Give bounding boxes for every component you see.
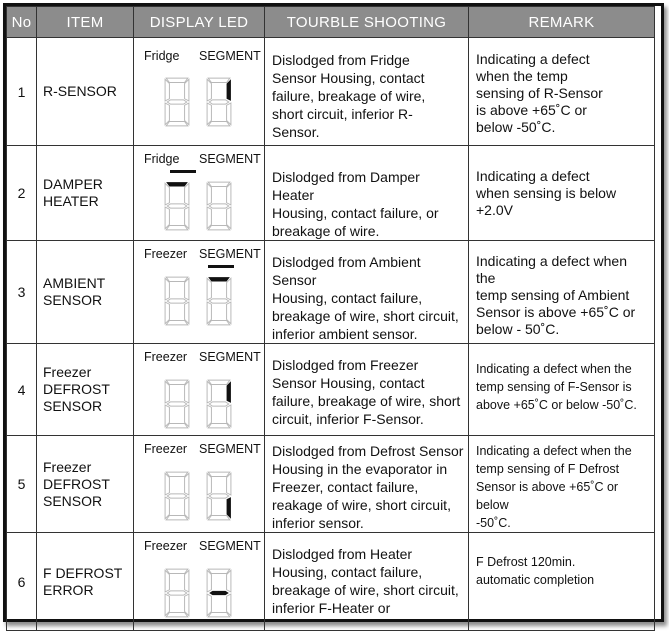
trouble-line: Dislodged from Fridge [272,52,410,68]
unlit-segment [185,473,189,495]
led-digit-icon [160,180,194,232]
trouble-line: Dislodged from Defrost Sensor [272,443,464,459]
remark-line: is above +65˚C or [476,102,587,118]
trouble-line: breakage of wire. [272,223,380,239]
item-cell [37,436,134,533]
trouble-line: Sensor Housing, contact [272,70,425,86]
unlit-segment [208,321,230,325]
led-digit-icon [160,275,194,327]
item-line: SENSOR [43,292,103,308]
unlit-segment [208,613,230,617]
remark-cell [469,146,655,241]
unlit-segment [207,183,211,205]
unlit-segment [166,380,188,384]
remark-line: temp sensing of F Defrost [476,462,620,476]
led-right-label: SEGMENT [199,539,261,553]
unlit-segment [165,381,169,403]
led-digit-icon [160,567,194,619]
remark-line: when sensing is below [476,185,617,201]
led-left-label: Fridge [144,152,180,166]
led-digit-icon [160,76,194,128]
indicator-dash [170,170,196,173]
item-line: DEFROST [43,381,110,397]
led-display [134,241,264,343]
unlit-segment [185,570,189,592]
indicator-dash [208,265,234,268]
unlit-segment [167,299,187,303]
led-display [134,146,264,240]
unlit-segment [185,594,189,616]
remark-line: Indicating a defect when the [476,362,632,376]
lit-segment [166,182,188,186]
unlit-segment [185,278,189,300]
item-line: SENSOR [43,398,103,414]
table-row [7,38,655,146]
led-digit-icon [160,378,194,430]
unlit-segment [208,122,230,126]
row-number: 6 [7,533,37,631]
remark-line: Indicating a defect when the [476,444,632,458]
led-right-label: SEGMENT [199,247,261,261]
unlit-segment [209,204,229,208]
unlit-segment [185,103,189,125]
unlit-segment [208,380,230,384]
led-display [134,533,264,630]
led-left-label: Freezer [144,247,188,261]
unlit-segment [207,473,211,495]
unlit-segment [185,381,189,403]
troubleshooting-table [6,6,655,631]
item-line: SENSOR [43,492,103,509]
led-right-label: SEGMENT [199,152,261,166]
unlit-segment [166,122,188,126]
remark-line: when the temp [476,68,568,84]
remark-cell [469,344,655,436]
lit-segment [208,277,230,281]
remark-line: below -50˚C. [476,119,556,135]
item-line: HEATER [43,193,99,209]
remark-cell [469,38,655,146]
header-remark: REMARK [469,7,655,38]
unlit-segment [185,79,189,101]
item-line: R-SENSOR [43,83,117,99]
item-cell [37,533,134,631]
remark-line: F Defrost 120min. [476,555,576,569]
trouble-line: Housing, contact failure, [272,564,423,580]
unlit-segment [165,79,169,101]
unlit-segment [209,100,229,104]
header-item: ITEM [37,7,134,38]
unlit-segment [207,405,211,427]
led-cell [134,344,265,436]
unlit-segment [209,402,229,406]
unlit-segment [209,494,229,498]
table-row [7,241,655,344]
item-line: Freezer [43,364,92,380]
lit-segment [227,497,231,519]
trouble-line: Dislodged from Freezer [272,357,419,373]
item-cell [37,146,134,241]
unlit-segment [227,594,231,616]
led-left-label: Fridge [144,49,180,63]
table-row [7,344,655,436]
unlit-segment [208,424,230,428]
trouble-line: Housing, contact failure, [272,290,423,306]
unlit-segment [167,591,187,595]
unlit-segment [166,613,188,617]
trouble-line: breakage of wire, short circuit, [272,582,459,598]
led-cell [134,241,265,344]
item-cell [37,241,134,344]
trouble-line: inferior F-Heater or [272,600,391,616]
item-line: DAMPER [43,176,103,192]
item-cell [37,38,134,146]
unlit-segment [165,473,169,495]
unlit-segment [208,78,230,82]
led-digit-icon [202,470,236,522]
unlit-segment [166,321,188,325]
header-display-led: DISPLAY LED [134,7,265,38]
unlit-segment [165,207,169,229]
unlit-segment [185,207,189,229]
led-right-label: SEGMENT [199,442,261,456]
trouble-line: Freezer, contact failure, [272,479,419,495]
unlit-segment [208,516,230,520]
unlit-segment [165,278,169,300]
unlit-segment [208,182,230,186]
unlit-segment [227,570,231,592]
item-line: F DEFROST [43,564,123,581]
unlit-segment [208,569,230,573]
row-number: 2 [7,146,37,241]
unlit-segment [165,103,169,125]
remark-line: sensing of R-Sensor [476,85,603,101]
remark-line: Sensor is above +65˚C or [476,304,636,320]
trouble-cell [265,344,469,436]
remark-line: -50˚C. [476,516,511,530]
unlit-segment [227,183,231,205]
trouble-line: Dislodged from Damper Heater [272,169,420,203]
unlit-segment [227,302,231,324]
led-left-label: Freezer [144,539,188,553]
trouble-line: Sensor. [272,124,320,140]
unlit-segment [167,494,187,498]
remark-line: above +65˚C or below -50˚C. [476,398,637,412]
table-row [7,533,655,631]
led-digit-icon [202,275,236,327]
led-cell [134,146,265,241]
led-digit-icon [202,567,236,619]
table-row [7,146,655,241]
remark-line: Indicating a defect [476,168,590,184]
trouble-line: failure, breakage of wire, [272,88,426,104]
table-row [7,436,655,533]
remark-line: temp sensing of Ambient [476,287,630,303]
remark-line: temp sensing of F-Sensor is [476,380,632,394]
led-digit-icon [160,470,194,522]
item-cell [37,344,134,436]
led-display [134,436,264,532]
remark-cell [469,436,655,533]
unlit-segment [227,405,231,427]
item-line: AMBIENT [43,275,106,291]
remark-cell [469,533,655,631]
led-digit-icon [202,180,236,232]
unlit-segment [185,405,189,427]
unlit-segment [165,497,169,519]
header-no: No [7,7,37,38]
unlit-segment [207,278,211,300]
unlit-segment [185,183,189,205]
led-cell [134,436,265,533]
led-digit-icon [202,76,236,128]
unlit-segment [208,472,230,476]
remark-line: below - 50˚C. [476,321,560,337]
trouble-line: circuit, inferior F-Sensor. [272,411,424,427]
unlit-segment [227,103,231,125]
header-row [7,7,655,38]
led-left-label: Freezer [144,350,188,364]
led-digit-icon [202,378,236,430]
unlit-segment [166,569,188,573]
led-display [134,344,264,435]
unlit-segment [165,183,169,205]
unlit-segment [207,302,211,324]
unlit-segment [207,207,211,229]
remark-line: Indicating a defect [476,51,590,67]
unlit-segment [207,570,211,592]
remark-line: Sensor is above +65˚C or below [476,480,619,512]
trouble-line: reakage of wire, short circuit, [272,497,451,513]
unlit-segment [166,78,188,82]
unlit-segment [166,472,188,476]
unlit-segment [167,204,187,208]
unlit-segment [207,79,211,101]
unlit-segment [207,497,211,519]
unlit-segment [167,402,187,406]
unlit-segment [167,100,187,104]
row-number: 4 [7,344,37,436]
led-cell [134,38,265,146]
remark-cell [469,241,655,344]
unlit-segment [166,277,188,281]
trouble-cell [265,241,469,344]
unlit-segment [185,302,189,324]
item-line: DEFROST [43,475,110,492]
unlit-segment [185,497,189,519]
unlit-segment [165,594,169,616]
trouble-cell [265,436,469,533]
unlit-segment [166,226,188,230]
row-number: 3 [7,241,37,344]
led-right-label: SEGMENT [199,350,261,364]
unlit-segment [227,207,231,229]
unlit-segment [208,226,230,230]
trouble-line: Dislodged from Heater [272,546,413,562]
unlit-segment [165,405,169,427]
unlit-segment [165,570,169,592]
trouble-line: Dislodged from Ambient Sensor [272,254,421,288]
trouble-line: inferior ambient sensor. [272,326,418,342]
unlit-segment [227,278,231,300]
unlit-segment [209,299,229,303]
remark-line: automatic completion [476,573,595,587]
trouble-line: Housing in the evaporator in [272,461,448,477]
unlit-segment [166,424,188,428]
trouble-cell [265,38,469,146]
trouble-line: failure, breakage of wire, short [272,393,461,409]
trouble-cell [265,533,469,631]
unlit-segment [207,594,211,616]
remark-line: +2.0V [476,202,513,218]
unlit-segment [227,473,231,495]
row-number: 1 [7,38,37,146]
row-number: 5 [7,436,37,533]
remark-line: Indicating a defect when the [476,253,627,286]
trouble-line: breakage of wire, short circuit, [272,308,459,324]
item-line: Freezer [43,458,92,475]
trouble-line: short circuit, inferior R- [272,106,413,122]
trouble-line: Housing, contact failure, or [272,205,439,221]
unlit-segment [166,516,188,520]
header-trouble-shooting: TOURBLE SHOOTING [265,7,469,38]
trouble-line: inferior sensor. [272,515,364,531]
led-left-label: Freezer [144,442,188,456]
led-right-label: SEGMENT [199,49,261,63]
item-line: ERROR [43,581,94,598]
led-display [134,38,264,145]
unlit-segment [207,103,211,125]
unlit-segment [207,381,211,403]
lit-segment [227,79,231,101]
led-cell [134,533,265,631]
trouble-cell [265,146,469,241]
lit-segment [209,591,229,595]
lit-segment [227,381,231,403]
trouble-line: Sensor Housing, contact [272,375,425,391]
unlit-segment [165,302,169,324]
